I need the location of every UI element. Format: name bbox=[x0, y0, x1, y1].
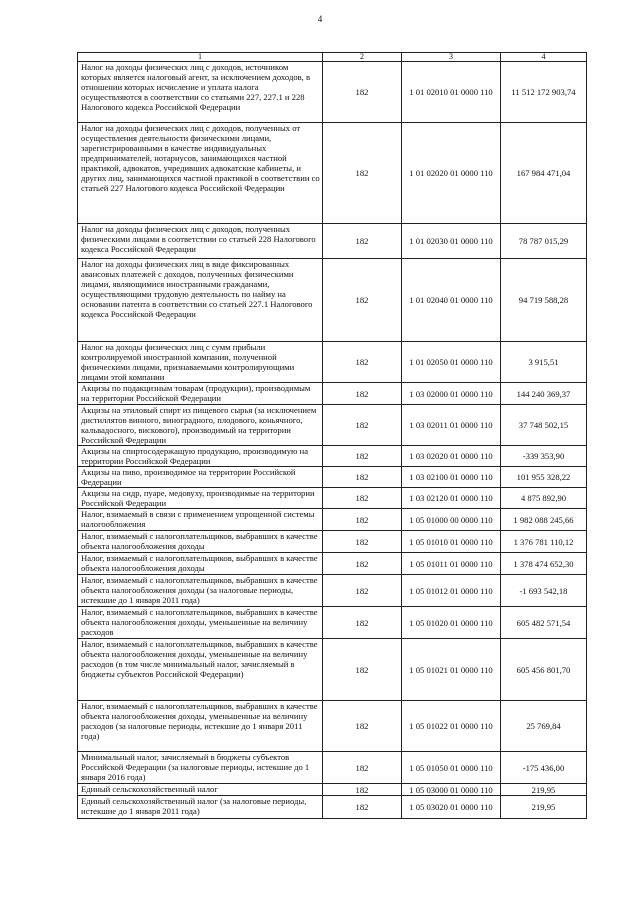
row-kbk: 1 05 01000 00 0000 110 bbox=[402, 509, 501, 531]
table-row bbox=[78, 383, 587, 405]
row-name: Налог, взимаемый с налогоплательщиков, выбравших в качестве объекта налогообложения доходы, уменьшенные на величину расходов (за налоговые периоды, истекшие до 1 января 2011 года) bbox=[78, 701, 323, 752]
row-name: Единый сельскохозяйственный налог bbox=[78, 784, 323, 796]
row-code: 182 bbox=[323, 639, 402, 701]
table-body bbox=[78, 62, 587, 819]
row-code: 182 bbox=[323, 796, 402, 819]
revenue-table bbox=[77, 52, 587, 819]
table-row bbox=[78, 639, 587, 701]
row-code: 182 bbox=[323, 575, 402, 607]
table-row bbox=[78, 259, 587, 342]
row-code: 182 bbox=[323, 509, 402, 531]
page-number: 4 bbox=[317, 14, 323, 24]
row-amount: 3 915,51 bbox=[501, 342, 587, 383]
row-amount: 1 376 781 110,12 bbox=[501, 531, 587, 553]
row-kbk: 1 05 01022 01 0000 110 bbox=[402, 701, 501, 752]
row-code: 182 bbox=[323, 701, 402, 752]
row-name: Налог, взимаемый с налогоплательщиков, выбравших в качестве объекта налогообложения доходы bbox=[78, 553, 323, 575]
table-row bbox=[78, 509, 587, 531]
row-name: Акцизы на пиво, производимое на территории Российской Федерации bbox=[78, 467, 323, 488]
row-kbk: 1 01 02040 01 0000 110 bbox=[402, 259, 501, 342]
row-name: Налог на доходы физических лиц с доходов, источником которых является налоговый агент, за исключением доходов, в отношении которых исчисление и уплата налога осуществляются в соответствии со статьями 227, 227.1 и 228 Налогового кодекса Российской Федерации bbox=[78, 62, 323, 123]
table-row bbox=[78, 784, 587, 796]
table-row bbox=[78, 405, 587, 446]
row-amount: -339 353,90 bbox=[501, 446, 587, 467]
table-row bbox=[78, 607, 587, 639]
row-kbk: 1 05 01011 01 0000 110 bbox=[402, 553, 501, 575]
table-row bbox=[78, 796, 587, 819]
row-code: 182 bbox=[323, 405, 402, 446]
row-name: Налог на доходы физических лиц с доходов, полученных от осуществления деятельности физическими лицами, зарегистрированными в качестве индивидуальных предпринимателей, нотариусов, занимающихся частной практикой, адвокатов, учредивших адвокатские кабинеты, и других лиц, занимающихся частной практикой в соответствии со статьей 227 Налогового кодекса Российской Федерации bbox=[78, 123, 323, 224]
row-kbk: 1 01 02020 01 0000 110 bbox=[402, 123, 501, 224]
row-code: 182 bbox=[323, 553, 402, 575]
row-name: Налог, взимаемый с налогоплательщиков, выбравших в качестве объекта налогообложения доходы, уменьшенные на величину расходов (в том числе минимальный налог, зачисляемый в бюджеты субъектов Российской Федерации) bbox=[78, 639, 323, 701]
row-code: 182 bbox=[323, 259, 402, 342]
row-amount: 1 982 088 245,66 bbox=[501, 509, 587, 531]
row-kbk: 1 01 02010 01 0000 110 bbox=[402, 62, 501, 123]
row-amount: 219,95 bbox=[501, 784, 587, 796]
header-col-4: 4 bbox=[501, 53, 587, 62]
row-kbk: 1 03 02100 01 0000 110 bbox=[402, 467, 501, 488]
row-code: 182 bbox=[323, 752, 402, 784]
row-kbk: 1 05 01010 01 0000 110 bbox=[402, 531, 501, 553]
table-row bbox=[78, 488, 587, 509]
row-kbk: 1 01 02050 01 0000 110 bbox=[402, 342, 501, 383]
row-name: Налог, взимаемый в связи с применением упрощенной системы налогообложения bbox=[78, 509, 323, 531]
header-row bbox=[78, 53, 587, 62]
header-col-3: 3 bbox=[402, 53, 501, 62]
row-kbk: 1 05 01012 01 0000 110 bbox=[402, 575, 501, 607]
header-col-1: 1 bbox=[78, 53, 323, 62]
row-name: Единый сельскохозяйственный налог (за налоговые периоды, истекшие до 1 января 2011 года) bbox=[78, 796, 323, 819]
row-amount: 605 456 801,70 bbox=[501, 639, 587, 701]
table-row bbox=[78, 123, 587, 224]
row-name: Налог, взимаемый с налогоплательщиков, выбравших в качестве объекта налогообложения доходы, уменьшенные на величину расходов bbox=[78, 607, 323, 639]
row-amount: 101 955 328,22 bbox=[501, 467, 587, 488]
table-row bbox=[78, 467, 587, 488]
row-code: 182 bbox=[323, 531, 402, 553]
row-amount: 1 378 474 652,30 bbox=[501, 553, 587, 575]
row-amount: 94 719 588,28 bbox=[501, 259, 587, 342]
row-name: Налог на доходы физических лиц в виде фиксированных авансовых платежей с доходов, полученных физическими лицами, являющимися иностранными гражданами, осуществляющими трудовую деятельность по найму на основании патента в соответствии со статьей 227.1 Налогового кодекса Российской Федерации bbox=[78, 259, 323, 342]
row-code: 182 bbox=[323, 383, 402, 405]
row-name: Налог на доходы физических лиц с доходов, полученных физическими лицами в соответствии со статьей 228 Налогового кодекса Российской Федерации bbox=[78, 224, 323, 259]
row-code: 182 bbox=[323, 224, 402, 259]
row-code: 182 bbox=[323, 607, 402, 639]
row-code: 182 bbox=[323, 62, 402, 123]
row-kbk: 1 05 01021 01 0000 110 bbox=[402, 639, 501, 701]
row-amount: -1 693 542,18 bbox=[501, 575, 587, 607]
row-code: 182 bbox=[323, 467, 402, 488]
row-amount: 219,95 bbox=[501, 796, 587, 819]
row-amount: 37 748 502,15 bbox=[501, 405, 587, 446]
row-code: 182 bbox=[323, 446, 402, 467]
row-kbk: 1 03 02020 01 0000 110 bbox=[402, 446, 501, 467]
row-amount: -175 436,00 bbox=[501, 752, 587, 784]
row-kbk: 1 03 02000 01 0000 110 bbox=[402, 383, 501, 405]
row-amount: 78 787 015,29 bbox=[501, 224, 587, 259]
row-name: Налог на доходы физических лиц с сумм прибыли контролируемой иностранной компании, полученной физическими лицами, признаваемыми контролирующими лицами этой компании bbox=[78, 342, 323, 383]
row-code: 182 bbox=[323, 488, 402, 509]
row-kbk: 1 01 02030 01 0000 110 bbox=[402, 224, 501, 259]
table-row bbox=[78, 446, 587, 467]
row-code: 182 bbox=[323, 342, 402, 383]
table-row bbox=[78, 553, 587, 575]
row-amount: 605 482 571,54 bbox=[501, 607, 587, 639]
row-kbk: 1 05 01020 01 0000 110 bbox=[402, 607, 501, 639]
row-amount: 25 769,84 bbox=[501, 701, 587, 752]
row-amount: 144 240 369,37 bbox=[501, 383, 587, 405]
row-name: Акцизы по подакцизным товарам (продукции), производимым на территории Российской Федерации bbox=[78, 383, 323, 405]
row-name: Минимальный налог, зачисляемый в бюджеты субъектов Российской Федерации (за налоговые периоды, истекшие до 1 января 2016 года) bbox=[78, 752, 323, 784]
row-kbk: 1 05 03020 01 0000 110 bbox=[402, 796, 501, 819]
row-code: 182 bbox=[323, 123, 402, 224]
row-name: Налог, взимаемый с налогоплательщиков, выбравших в качестве объекта налогообложения доходы bbox=[78, 531, 323, 553]
row-kbk: 1 05 01050 01 0000 110 bbox=[402, 752, 501, 784]
table-row bbox=[78, 342, 587, 383]
row-name: Акцизы на сидр, пуаре, медовуху, производимые на территории Российской Федерации bbox=[78, 488, 323, 509]
row-name: Акцизы на спиртосодержащую продукцию, производимую на территории Российской Федерации bbox=[78, 446, 323, 467]
row-amount: 167 984 471,04 bbox=[501, 123, 587, 224]
row-name: Налог, взимаемый с налогоплательщиков, выбравших в качестве объекта налогообложения доходы (за налоговые периоды, истекшие до 1 января 2011 года) bbox=[78, 575, 323, 607]
table-row bbox=[78, 531, 587, 553]
row-amount: 11 512 172 903,74 bbox=[501, 62, 587, 123]
row-amount: 4 875 892,90 bbox=[501, 488, 587, 509]
table-row bbox=[78, 62, 587, 123]
header-col-2: 2 bbox=[323, 53, 402, 62]
table-row bbox=[78, 752, 587, 784]
table-row bbox=[78, 224, 587, 259]
row-code: 182 bbox=[323, 784, 402, 796]
table-row bbox=[78, 575, 587, 607]
row-kbk: 1 03 02011 01 0000 110 bbox=[402, 405, 501, 446]
row-name: Акцизы на этиловый спирт из пищевого сырья (за исключением дистиллятов винного, виноградного, плодового, коньячного, кальвадосного, вискового), производимый на территории Российской Федерации bbox=[78, 405, 323, 446]
row-kbk: 1 03 02120 01 0000 110 bbox=[402, 488, 501, 509]
table-row bbox=[78, 701, 587, 752]
row-kbk: 1 05 03000 01 0000 110 bbox=[402, 784, 501, 796]
